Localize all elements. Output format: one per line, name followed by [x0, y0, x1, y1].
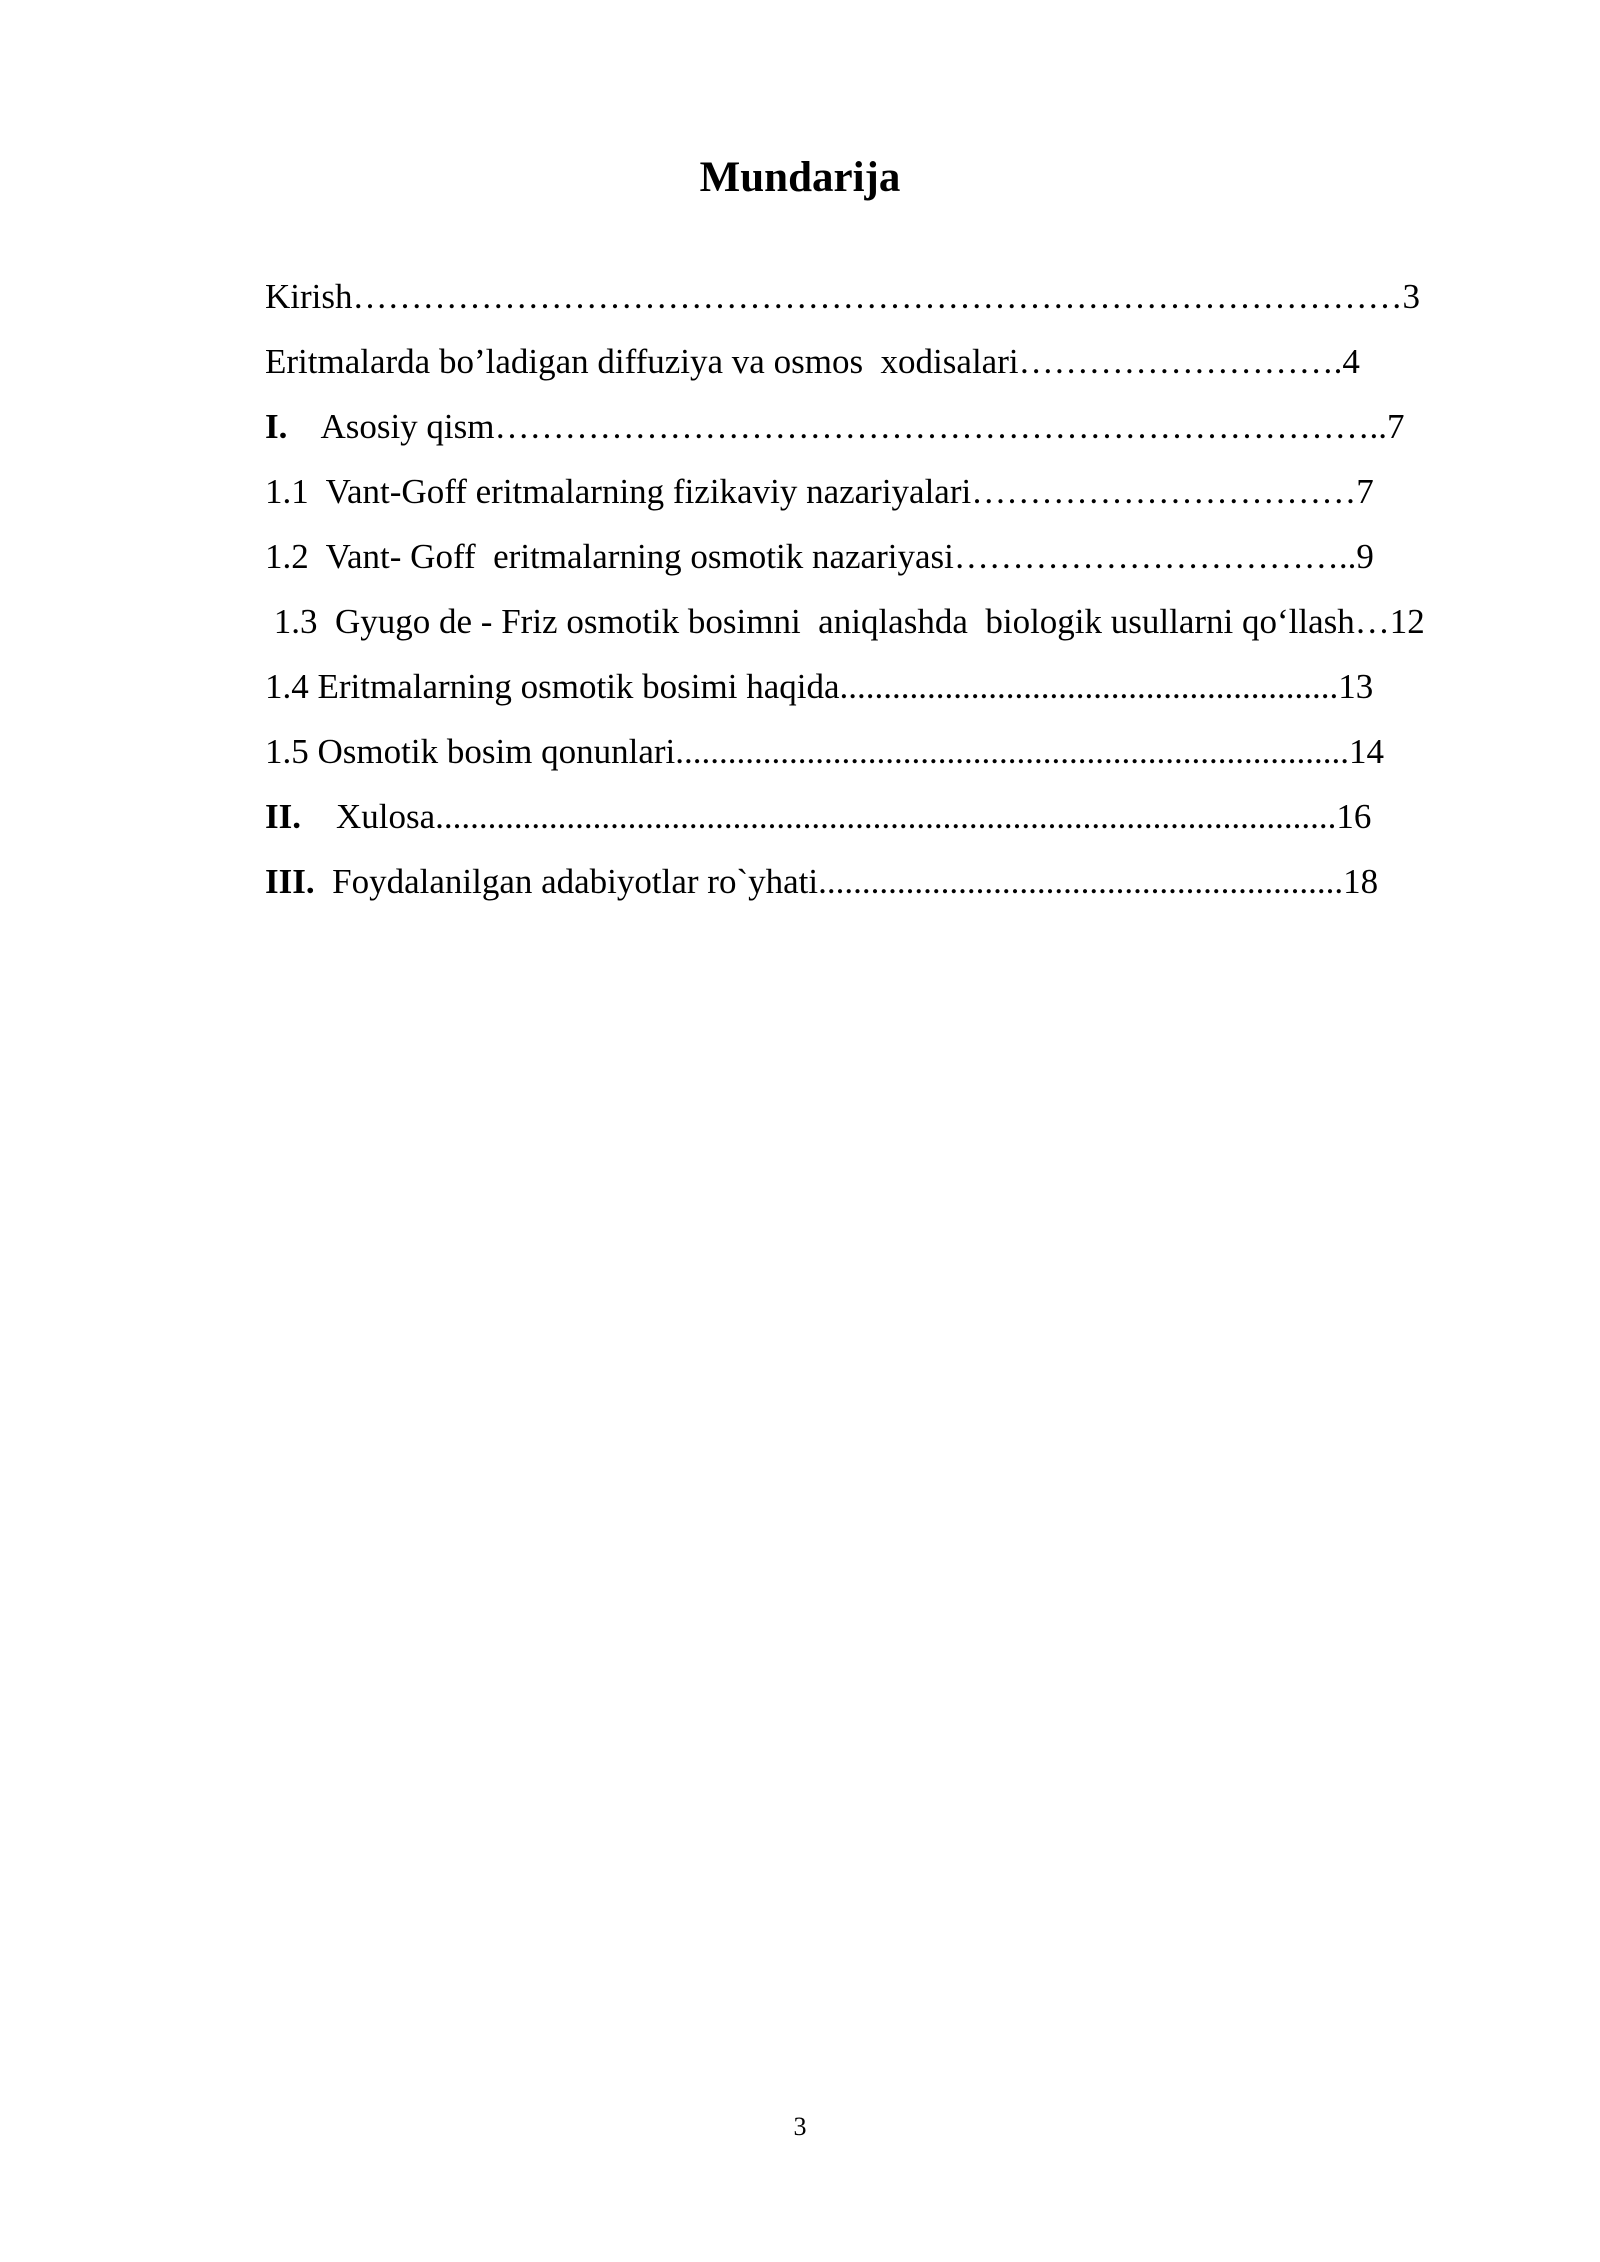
- toc-entry-text: Kirish………………………………………………………………………………3: [265, 277, 1420, 316]
- toc-entry-text: Asosiy qism…………………………………………………………………..7: [287, 407, 1405, 446]
- toc-entry-adabiyotlar: [230, 813, 1378, 951]
- toc-entry-text: Xulosa.......................................................................................................16: [301, 797, 1372, 836]
- toc-entry-text: 1.3 Gyugo de - Friz osmotik bosimni aniqlashda biologik usullarni qo‘llash…12: [265, 602, 1425, 641]
- toc-entry-text: Foydalanilgan adabiyotlar ro`yhati............................................................18: [314, 862, 1379, 901]
- toc-entry-text: 1.5 Osmotik bosim qonunlari.............................................................................14: [265, 732, 1385, 771]
- toc-entry-text: Eritmalarda bo’ladigan diffuziya va osmos xodisalari……………………….4: [265, 342, 1360, 381]
- toc-entry-text: 1.1 Vant-Goff eritmalarning fizikaviy nazariyalari……………………………7: [265, 472, 1374, 511]
- toc-entry-text: 1.2 Vant- Goff eritmalarning osmotik nazariyasi……………………………..9: [265, 537, 1374, 576]
- page-title: Mundarija: [699, 154, 901, 201]
- toc-entry-number: III.: [265, 862, 315, 901]
- toc-entry-text: 1.4 Eritmalarning osmotik bosimi haqida.........................................................13: [265, 667, 1374, 706]
- toc-entry-number: II.: [265, 797, 301, 836]
- toc-entry-number: I.: [265, 407, 288, 446]
- page-number: 3: [793, 2112, 807, 2141]
